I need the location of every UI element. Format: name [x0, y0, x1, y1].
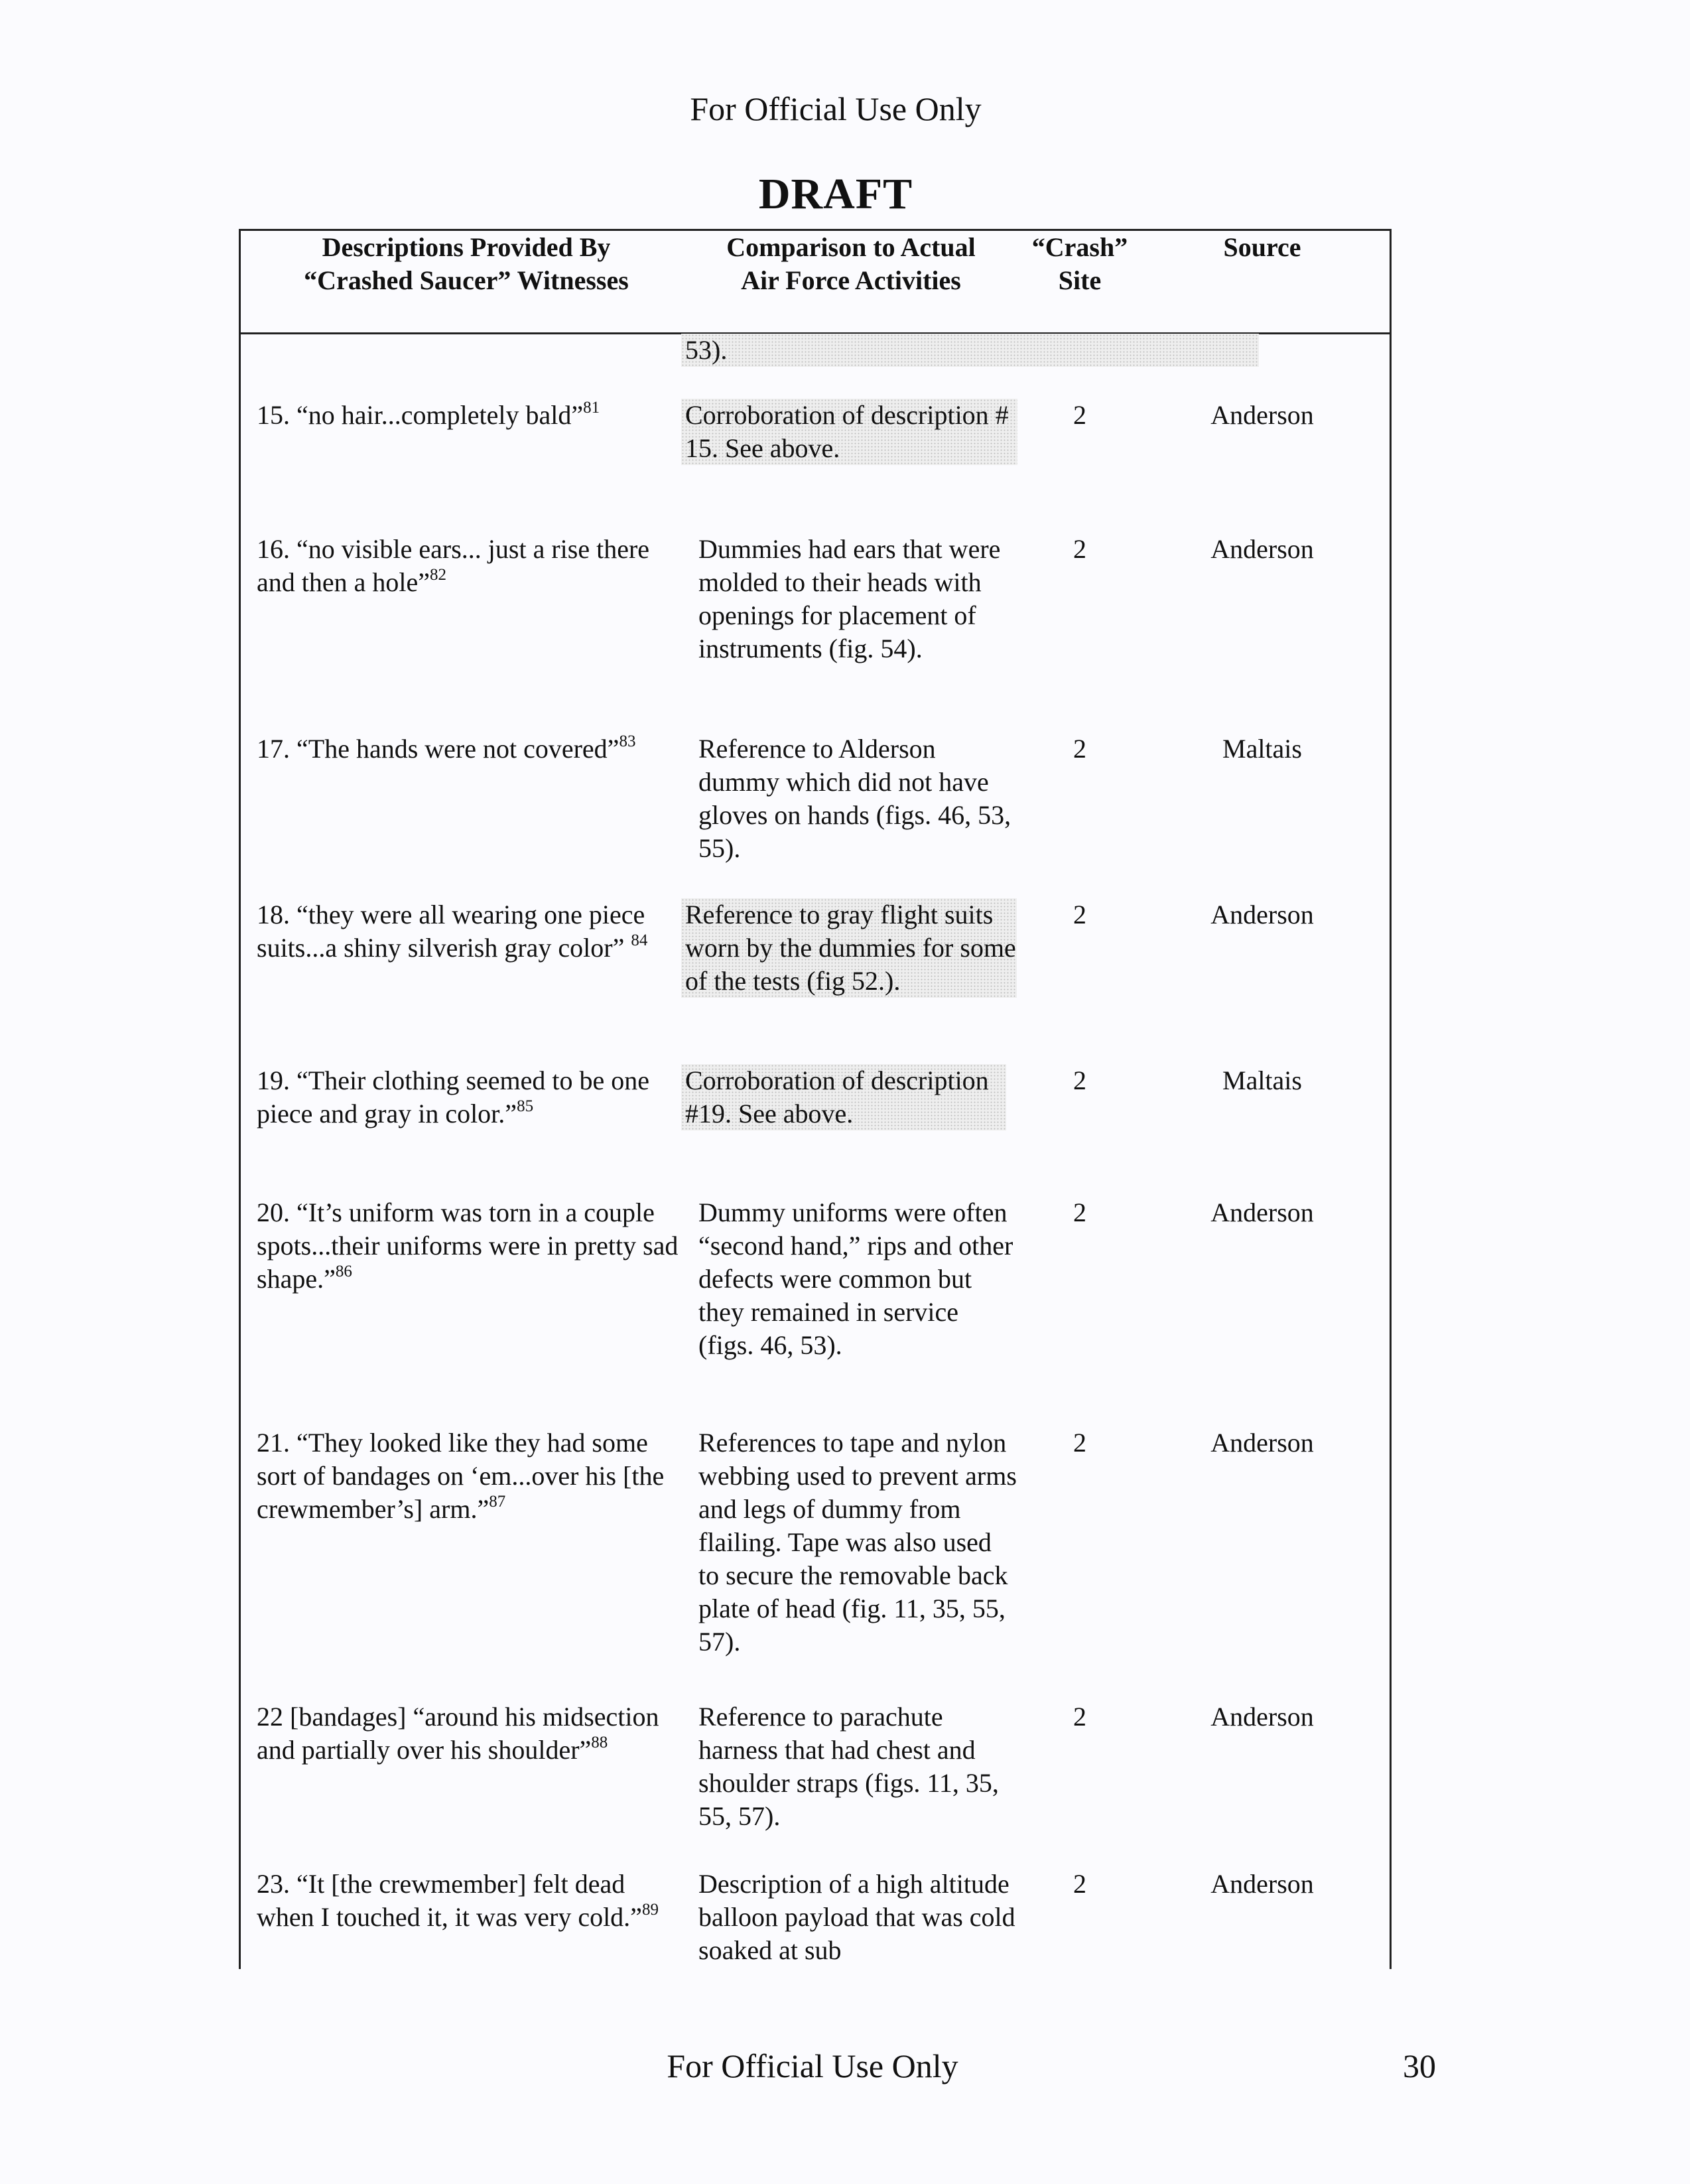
column-header-source: Source — [1223, 232, 1301, 262]
row-16-comparison: Dummies had ears that were molded to their heads with openings for placement of instruments (fig. 54). — [698, 534, 1001, 663]
row-15-source: Anderson — [1210, 400, 1314, 430]
row-20-description: 20. “It’s uniform was torn in a couple spots...their uniforms were in pretty sad shape.”$^{86}$ — [257, 1197, 679, 1294]
row-20-source: Anderson — [1210, 1197, 1314, 1227]
row-22-comparison: Reference to parachute harness that had chest and shoulder straps (figs. 11, 35, 55, 57). — [698, 1702, 999, 1831]
row-19-source: Maltais — [1222, 1065, 1302, 1095]
row-15-site: 2 — [1073, 400, 1086, 430]
row-21-description: 21. “They looked like they had some sort of bandages on ‘em...over his [the crewmember’s] arm.”$^{87}$ — [257, 1428, 665, 1524]
row-18-description: 18. “they were all wearing one piece suits...a shiny silverish gray color” $^{84}$ — [257, 900, 648, 963]
row-21-source: Anderson — [1210, 1428, 1314, 1458]
row-19-site: 2 — [1073, 1065, 1086, 1095]
row-23-description: 23. “It [the crewmember] felt dead when I touched it, it was very cold.”$^{89}$ — [257, 1869, 659, 1932]
row-15-description: 15. “no hair...completely bald”$^{81}$ — [257, 399, 600, 430]
row-23-site: 2 — [1073, 1869, 1086, 1899]
row-16-site: 2 — [1073, 534, 1086, 564]
row-17-comparison: Reference to Alderson dummy which did not have gloves on hands (figs. 46, 53, 55). — [698, 734, 1011, 863]
row-21-site: 2 — [1073, 1428, 1086, 1458]
header-classification: For Official Use Only — [690, 90, 982, 127]
row-18-site: 2 — [1073, 900, 1086, 929]
row-19-description: 19. “Their clothing seemed to be one piece and gray in color.”$^{85}$ — [257, 1065, 650, 1128]
row-18-source: Anderson — [1210, 900, 1314, 929]
row-20-comparison: Dummy uniforms were often “second hand,” rips and other defects were common but they remained in service (figs. 46, 53). — [698, 1197, 1013, 1360]
table-header — [241, 231, 1390, 334]
page-number: 30 — [1403, 2047, 1436, 2084]
row-23-comparison: Description of a high altitude balloon payload that was cold soaked at sub — [698, 1869, 1015, 1965]
column-header-crash-site: “Crash” Site — [1031, 232, 1128, 295]
row-16-source: Anderson — [1210, 534, 1314, 564]
witness-comparison-table — [239, 229, 1392, 1969]
column-header-comparison: Comparison to Actual Air Force Activities — [726, 232, 976, 295]
row-15-comparison: Corroboration of description # 15. See above. — [681, 399, 1017, 465]
footer-classification: For Official Use Only — [667, 2047, 958, 2084]
row-16-description: 16. “no visible ears... just a rise there and then a hole”$^{82}$ — [257, 534, 650, 597]
row-21-comparison: References to tape and nylon webbing used to prevent arms and legs of dummy from flailing. Tape was also used to secure the removable back plate of head (fig. 11, 35, 55, 57). — [698, 1428, 1017, 1657]
row-22-source: Anderson — [1210, 1702, 1314, 1732]
row-18-comparison: Reference to gray flight suits worn by the dummies for some of the tests (fig 52.). — [681, 898, 1017, 998]
row-22-description: 22 [bandages] “around his midsection and partially over his shoulder”$^{88}$ — [257, 1702, 659, 1765]
row-20-site: 2 — [1073, 1197, 1086, 1227]
draft-stamp: DRAFT — [758, 170, 913, 218]
row-19-comparison: Corroboration of description #19. See above. — [681, 1064, 1006, 1130]
row-23-source: Anderson — [1210, 1869, 1314, 1899]
column-header-descriptions: Descriptions Provided By “Crashed Saucer” Witnesses — [304, 232, 629, 295]
row-17-description: 17. “The hands were not covered”$^{83}$ — [257, 732, 636, 764]
row-17-site: 2 — [1073, 734, 1086, 764]
row-17-source: Maltais — [1222, 734, 1302, 764]
continued-comparison-text: 53). — [681, 334, 1259, 367]
row-22-site: 2 — [1073, 1702, 1086, 1732]
